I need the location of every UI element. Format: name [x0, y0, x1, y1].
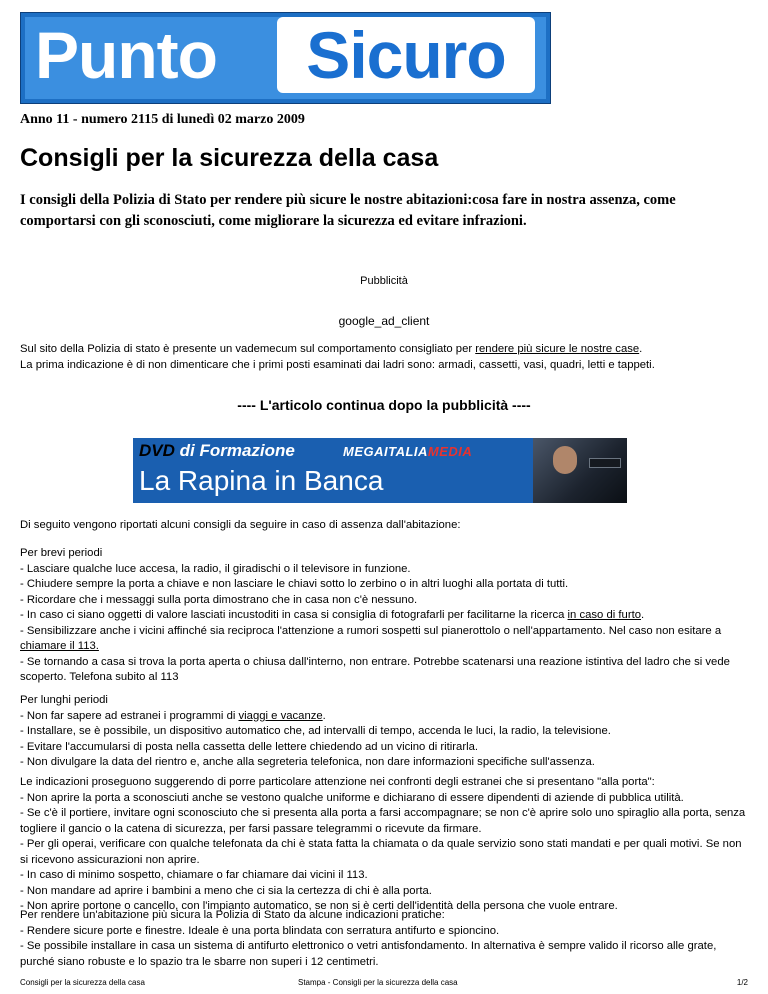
banner-photo	[533, 438, 627, 503]
list-item: - Non aprire portone o cancello, con l'impianto automatico, se non si è certi dell'identità della persona che vuole entrare.	[20, 900, 618, 912]
list-item: - Se c'è il portiere, invitare ogni sconosciuto che si presenta alla porta a farsi accompagnare; se non c'è aprire solo uno spiraglio alla porta, senza togliere il gancio o la catena di sicurezza, per farsi passare telegrammi o ricevute da firmare.	[20, 807, 746, 835]
punto-sicuro-logo	[20, 12, 551, 104]
list-item: - Rendere sicure porte e finestre. Ideale è una porta blindata con serratura antifurto e spioncino.	[20, 924, 500, 937]
link-viaggi-vacanze[interactable]: viaggi e vacanze	[238, 709, 323, 722]
logo-punto: Punto	[35, 18, 217, 92]
list-item: - Se tornando a casa si trova la porta aperta o chiusa dall'interno, non entrare. Potrebbe scatenarsi una reazione istintiva del ladro che si vede scoperto. Telefona subito al 113	[20, 655, 730, 683]
banner-title: La Rapina in Banca	[139, 465, 384, 496]
list-item: - Chiudere sempre la porta a chiave e non lasciare le chiavi sotto lo zerbino o in altri luoghi alla portata di tutti.	[20, 578, 569, 590]
lunghi-periodi-section	[20, 693, 748, 771]
logo-sicuro: Sicuro	[306, 18, 506, 92]
brevi-heading: Per brevi periodi	[20, 547, 103, 559]
ad-client: google_ad_client	[338, 314, 430, 328]
link-chiamare-113[interactable]: chiamare il 113.	[20, 640, 99, 652]
continua-notice: ---- L'articolo continua dopo la pubblicità ----	[237, 397, 531, 413]
ad-label: Pubblicità	[360, 275, 408, 287]
estranei-intro: Le indicazioni proseguono suggerendo di porre particolare attenzione nei confronti degli estranei che si presentano "alla porta":	[20, 776, 655, 788]
link-caso-furto[interactable]: in caso di furto	[567, 609, 641, 621]
article-subtitle: I consigli della Polizia di Stato per rendere più sicure le nostre abitazioni:cosa fare in nostra assenza, come comportarsi con gli sconosciuti, come migliorare la sicurezza ed evitare infrazioni.	[20, 192, 676, 229]
list-item: - In caso di minimo sospetto, chiamare o far chiamare dai vicini il 113.	[20, 869, 368, 881]
intro-paragraph: Sul sito della Polizia di stato è presente un vademecum sul comportamento consigliato per rendere più sicure le nostre case. La prima indicazione è di non dimenticare che i primi posti esaminati dai ladri sono: armadi, cassetti, vasi, quadri, letti e tappeti.	[20, 343, 655, 371]
list-item: - Installare, se è possibile, un dispositivo automatico che, ad intervalli di tempo, accenda le luci, la radio, la televisione.	[20, 725, 611, 737]
list-item: - Ricordare che i messaggi sulla porta dimostrano che in casa non c'è nessuno.	[20, 593, 418, 606]
article-title: Consigli per la sicurezza della casa	[20, 144, 439, 172]
dvd-banner-ad[interactable]	[133, 438, 627, 503]
list-item: - Non divulgare la data del rientro e, anche alla segreteria telefonica, non dare informazioni specifiche sull'assenza.	[20, 756, 595, 768]
list-item: - Evitare l'accumularsi di posta nella cassetta delle lettere chiedendo ad un vicino di ritirarla.	[20, 740, 479, 753]
list-item: - Sensibilizzare anche i vicini affinché sia reciproca l'attenzione a rumori sospetti sul pianerottolo o nell'appartamento. Nel caso non esitare a chiamare il 113.	[20, 624, 722, 652]
list-item: - Se possibile installare in casa un sistema di antifurto elettronico o vetri antisfondamento. In alternativa è sempre valido il ricorso alle grate, purché siano robuste e lo spazio tra le sbarre non superi i 12 centimetri.	[20, 940, 717, 968]
list-item: - Per gli operai, verificare con qualche telefonata da chi è stata fatta la chiamata o da quale servizio sono stati mandati e per quali motivi. Se non si ricevono assicurazioni non aprire.	[20, 838, 742, 866]
footer-center: Stampa - Consigli per la sicurezza della casa	[298, 978, 458, 987]
page-number: 1/2	[736, 978, 748, 987]
issue-line: Anno 11 - numero 2115 di lunedì 02 marzo 2009	[20, 112, 305, 127]
lunghi-heading: Per lunghi periodi	[20, 694, 108, 706]
link-rendere-sicure[interactable]: rendere più sicure le nostre case	[475, 343, 640, 355]
banner-dvd-label: DVD di Formazione	[139, 441, 295, 460]
assenza-intro: Di seguito vengono riportati alcuni consigli da seguire in caso di assenza dall'abitazione:	[20, 519, 461, 531]
list-item: - In caso ci siano oggetti di valore lasciati incustoditi in casa si consiglia di fotografarli per facilitarne la ricerca in caso di furto.	[20, 609, 645, 621]
estranei-section	[20, 775, 748, 915]
list-item: - Lasciare qualche luce accesa, la radio, il giradischi o il televisore in funzione.	[20, 562, 411, 575]
list-item: - Non mandare ad aprire i bambini a meno che ci sia la certezza di chi è alla porta.	[20, 884, 432, 897]
sicurezza-intro: Per rendere un'abitazione più sicura la Polizia di Stato da alcune indicazioni pratiche:	[20, 909, 445, 921]
brevi-periodi-section	[20, 546, 748, 686]
banner-brand: MEGAITALIAMEDIA	[343, 444, 473, 459]
sicurezza-section	[20, 908, 748, 970]
footer-left: Consigli per la sicurezza della casa	[20, 978, 145, 987]
list-item: - Non far sapere ad estranei i programmi di viaggi e vacanze.	[20, 709, 326, 722]
list-item: - Non aprire la porta a sconosciuti anche se vestono qualche uniforme e dichiarano di essere dipendenti di aziende di pubblica utilità.	[20, 791, 684, 804]
